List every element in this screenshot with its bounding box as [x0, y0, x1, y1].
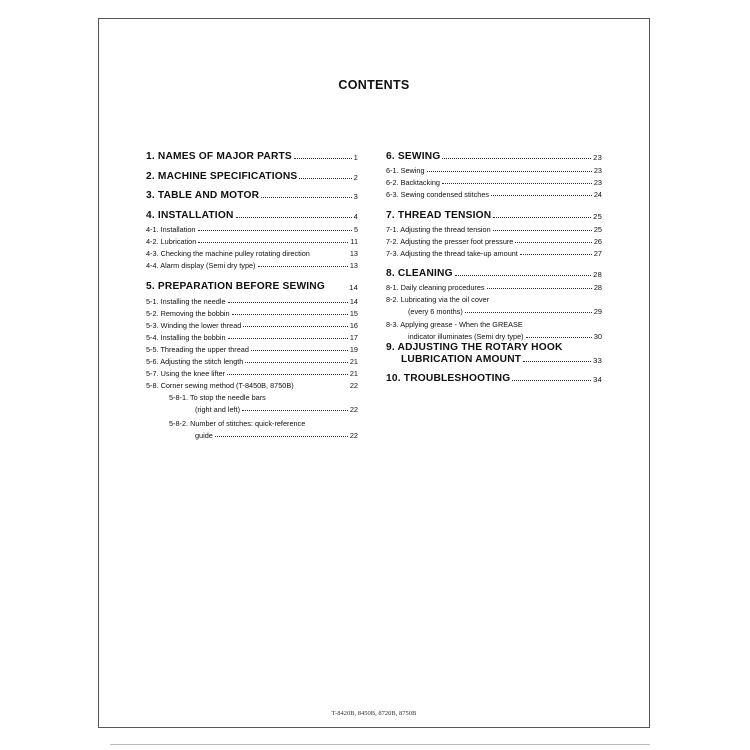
toc-entry-5: 5. PREPARATION BEFORE SEWING 14 [146, 281, 358, 292]
bottom-divider [110, 744, 650, 745]
toc-entry-4-2: 4-2. Lubrication 11 [146, 237, 358, 246]
toc-entry-5-1: 5-1. Installing the needle 14 [146, 297, 358, 306]
toc-entry-8-3: indicator illuminates (Semi dry type) 30 [408, 332, 602, 341]
toc-entry-5-4: 5-4. Installing the bobbin 17 [146, 333, 358, 342]
toc-entry-7-2: 7-2. Adjusting the presser foot pressure 26 [386, 237, 602, 246]
toc-entry-6: 6. SEWING 23 [386, 151, 602, 162]
toc-entry-4-3: 4-3. Checking the machine pulley rotating direction 13 [146, 249, 358, 258]
toc-entry-5-2: 5-2. Removing the bobbin 15 [146, 309, 358, 318]
page-footer: T-8420B, 8450B, 8720B, 8750B [331, 710, 417, 717]
toc-entry-5-6: 5-6. Adjusting the stitch length 21 [146, 357, 358, 366]
toc-entry-9-line1: 9. ADJUSTING THE ROTARY HOOK [386, 342, 563, 353]
toc-entry-4-1: 4-1. Installation 5 [146, 225, 358, 234]
toc-entry-8-2-line1: 8-2. Lubricating via the oil cover [386, 295, 490, 304]
toc-entry-8: 8. CLEANING 28 [386, 268, 602, 279]
toc-entry-4: 4. INSTALLATION 4 [146, 210, 358, 221]
toc-entry-5-8-1: (right and left) 22 [195, 405, 358, 414]
toc-entry-7-1: 7-1. Adjusting the thread tension 25 [386, 225, 602, 234]
toc-entry-5-8-2: guide 22 [195, 431, 358, 440]
toc-entry-7-3: 7-3. Adjusting the thread take-up amount 27 [386, 249, 602, 258]
toc-entry-8-2: (every 6 months) 29 [408, 307, 602, 316]
toc-entry-7: 7. THREAD TENSION 25 [386, 210, 602, 221]
toc-entry-6-3: 6-3. Sewing condensed stitches 24 [386, 190, 602, 199]
manual-page [98, 18, 650, 728]
toc-entry-6-1: 6-1. Sewing 23 [386, 166, 602, 175]
toc-entry-10: 10. TROUBLESHOOTING 34 [386, 373, 602, 384]
toc-entry-3: 3. TABLE AND MOTOR 3 [146, 190, 358, 201]
toc-entry-4-4: 4-4. Alarm display (Semi dry type) 13 [146, 261, 358, 270]
toc-entry-5-8-2-line1: 5-8-2. Number of stitches: quick-reference [169, 419, 306, 428]
toc-entry-8-1: 8-1. Daily cleaning procedures 28 [386, 283, 602, 292]
toc-entry-5-8-1-line1: 5-8-1. To stop the needle bars [169, 393, 266, 402]
toc-entry-8-3-line1: 8-3. Applying grease - When the GREASE [386, 320, 523, 329]
toc-entry-1: 1. NAMES OF MAJOR PARTS 1 [146, 151, 358, 162]
toc-entry-2: 2. MACHINE SPECIFICATIONS 2 [146, 171, 358, 182]
toc-entry-5-7: 5-7. Using the knee lifter 21 [146, 369, 358, 378]
toc-entry-5-8: 5-8. Corner sewing method (T-8450B, 8750B) 22 [146, 381, 358, 390]
toc-entry-9: LUBRICATION AMOUNT 33 [401, 354, 602, 365]
toc-entry-5-3: 5-3. Winding the lower thread 16 [146, 321, 358, 330]
page-title: CONTENTS [338, 78, 410, 92]
toc-entry-5-5: 5-5. Threading the upper thread 19 [146, 345, 358, 354]
toc-entry-6-2: 6-2. Backtacking 23 [386, 178, 602, 187]
